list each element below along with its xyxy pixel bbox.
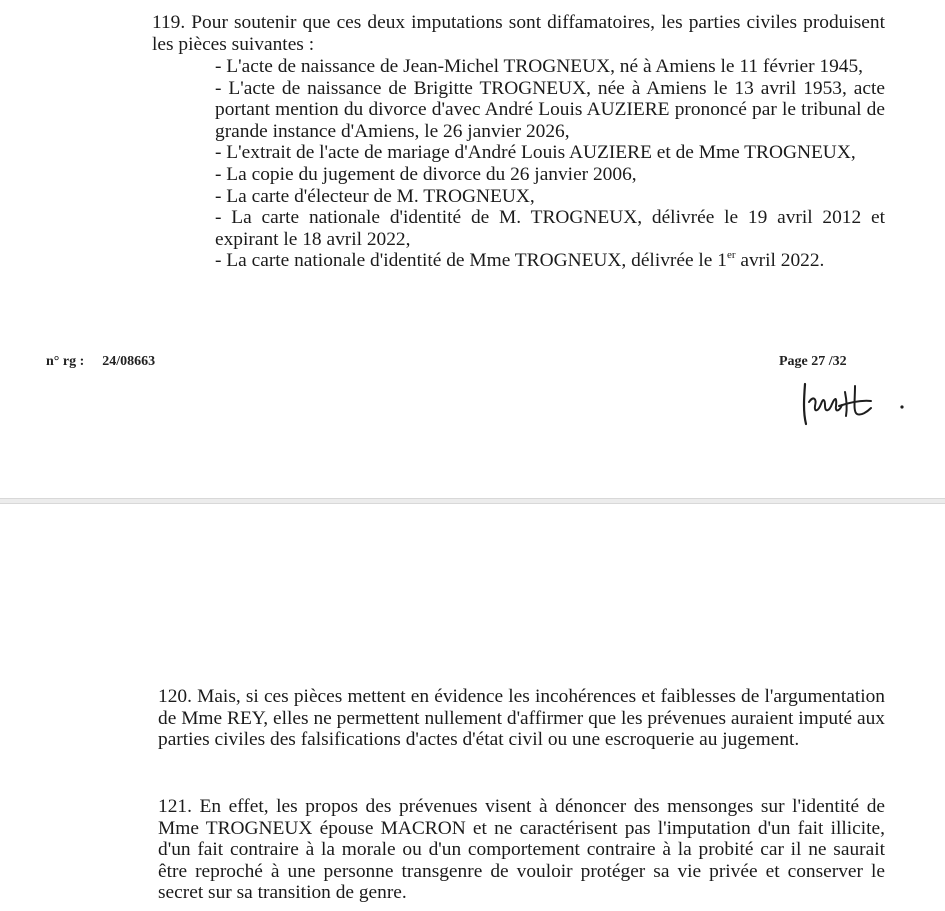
case-number: [46, 354, 155, 370]
list-item: - L'acte de naissance de Jean-Michel TROGNEUX, né à Amiens le 11 février 1945,: [215, 56, 864, 77]
list-item-text: - La carte nationale d'identité de Mme TROGNEUX, délivrée le 1: [215, 250, 727, 272]
signature-icon: [795, 372, 925, 432]
list-item: - La carte d'électeur de M. TROGNEUX,: [215, 185, 535, 207]
list-item-text-end: avril 2022.: [735, 250, 825, 272]
exhibits-list: [215, 56, 885, 272]
list-item: - La carte nationale d'identité de M. TROGNEUX, délivrée le 19 avril 2012 et expirant le 18 avril 2022,: [215, 207, 885, 250]
case-number-value: 24/08663: [102, 354, 156, 369]
paragraph-121: 121. En effet, les propos des prévenues visent à dénoncer des mensonges sur l'identité de Mme TROGNEUX épouse MACRON et ne caractérisent pas l'imputation d'un fait illicite, d'un fait contraire à la morale ou d'un comportement contraire à la probité car il ne saurait être reproché à une personne transgenre de vouloir protéger sa vie privée et conserver le secret sur sa transition de genre.: [158, 796, 885, 904]
paragraph-119-intro: [152, 12, 885, 55]
list-item: - L'extrait de l'acte de mariage d'André Louis AUZIERE et de Mme TROGNEUX,: [215, 142, 856, 164]
list-item: - La copie du jugement de divorce du 26 janvier 2006,: [215, 163, 637, 185]
case-number-label: n° rg :: [46, 354, 85, 369]
paragraph-120: 120. Mais, si ces pièces mettent en évidence les incohérences et faiblesses de l'argumentation de Mme REY, elles ne permettent nullement d'affirmer que les prévenues auraient imputé aux parties civiles des falsifications d'actes d'état civil ou une escroquerie au jugement.: [158, 686, 885, 751]
paragraph-119-intro-text: 119. Pour soutenir que ces deux imputations sont diffamatoires, les parties civiles produisent les pièces suivantes :: [152, 12, 885, 55]
document-page-lower: [0, 504, 945, 911]
ordinal-superscript: er: [726, 249, 736, 262]
list-item: - L'acte de naissance de Brigitte TROGNEUX, née à Amiens le 13 avril 1953, acte portant mention du divorce d'avec André Louis AUZIERE prononcé par le tribunal de grande instance d'Amiens, le 26 janvier 2026,: [215, 77, 885, 142]
list-item: [215, 250, 885, 272]
page-number: Page 27 /32: [779, 354, 847, 369]
